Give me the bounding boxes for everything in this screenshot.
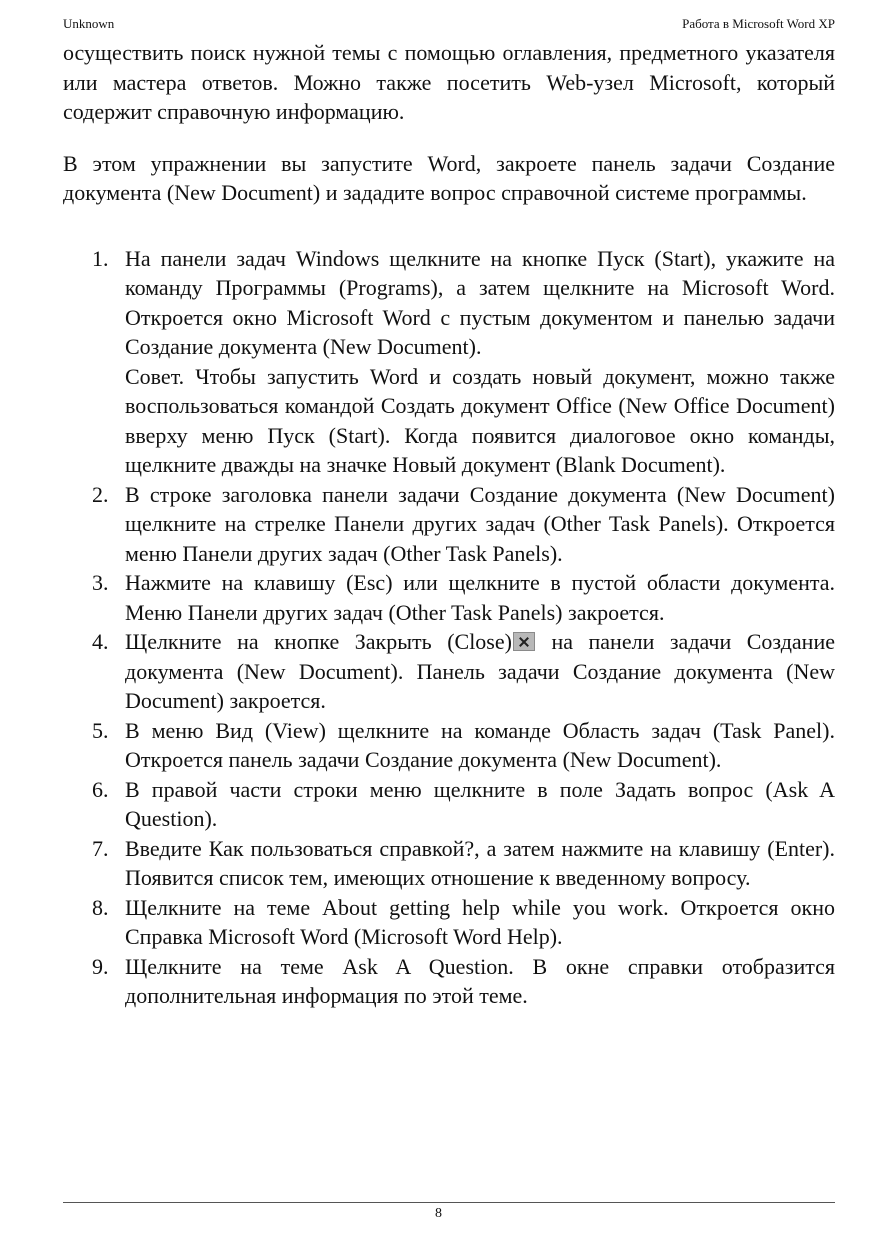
close-icon xyxy=(513,632,535,651)
list-item xyxy=(63,775,835,834)
step-tip: Совет. Чтобы запустить Word и создать новый документ, можно также воспользоваться командой Создать документ Office (New Office Document) вверху меню Пуск (Start). Когда появится диалоговое окно команды, щелкните дважды на значке Новый документ (Blank Document). xyxy=(125,363,835,477)
list-item xyxy=(63,244,835,480)
step-number: 7. xyxy=(92,835,109,861)
list-item xyxy=(63,480,835,569)
intro-paragraph-1: осуществить поиск нужной темы с помощью оглавления, предметного указателя или мастера ответов. Можно также посетить Web-узел Microsoft, который содержит справочную информацию. xyxy=(63,40,835,124)
list-item xyxy=(63,568,835,627)
step-text: В строке заголовка панели задачи Создание документа (New Document) щелкните на стрелке Панели других задач (Other Task Panels). Откроется меню Панели других задач (Other Task Panels). xyxy=(125,481,835,566)
list-item xyxy=(63,952,835,1011)
step-text: В меню Вид (View) щелкните на команде Область задач (Task Panel). Откроется панель задачи Создание документа (New Document). xyxy=(125,717,835,772)
list-item xyxy=(63,893,835,952)
step-text-after: на панели задачи Создание документа (New Document). Панель задачи Создание документа (New Document) закроется. xyxy=(125,629,835,713)
step-number: 4. xyxy=(92,629,109,654)
page-header xyxy=(63,16,835,34)
list-item xyxy=(63,834,835,893)
header-left: Unknown xyxy=(63,16,115,31)
step-text: Введите Как пользоваться справкой?, а затем нажмите на клавишу (Enter). Появится список тем, имеющих отношение к введенному вопросу. xyxy=(125,835,835,890)
page-content xyxy=(63,38,835,1011)
step-text: Щелкните на теме Ask A Question. В окне справки отобразится дополнительная информация по этой теме. xyxy=(125,953,835,1008)
step-number: 8. xyxy=(92,894,109,920)
step-text: В правой части строки меню щелкните в поле Задать вопрос (Ask A Question). xyxy=(125,776,835,831)
footer-divider xyxy=(63,1202,835,1203)
step-number: 2. xyxy=(92,481,109,507)
step-text: Нажмите на клавишу (Esc) или щелкните в пустой области документа. Меню Панели других задач (Other Task Panels) закроется. xyxy=(125,570,835,625)
page-number: 8 xyxy=(435,1206,442,1221)
list-item xyxy=(63,716,835,775)
intro-paragraph-2: В этом упражнении вы запустите Word, закроете панель задачи Создание документа (New Document) и зададите вопрос справочной системе программы. xyxy=(63,150,835,205)
step-number: 3. xyxy=(92,570,109,595)
step-text-before: Щелкните на кнопке Закрыть (Close) xyxy=(125,629,512,654)
step-number: 9. xyxy=(92,953,109,979)
steps-list xyxy=(63,244,835,1011)
list-item xyxy=(63,627,835,716)
step-text: На панели задач Windows щелкните на кнопке Пуск (Start), укажите на команду Программы (Programs), а затем щелкните на Microsoft Word. Откроется окно Microsoft Word с пустым документом и панелью задачи Создание документа (New Document). xyxy=(125,245,835,359)
step-number: 6. xyxy=(92,776,109,802)
step-number: 5. xyxy=(92,717,109,743)
step-number: 1. xyxy=(92,245,109,271)
step-text xyxy=(125,627,835,716)
step-text: Щелкните на теме About getting help while you work. Откроется окно Справка Microsoft Word (Microsoft Word Help). xyxy=(125,894,835,949)
header-right: Работа в Microsoft Word XP xyxy=(682,16,835,31)
